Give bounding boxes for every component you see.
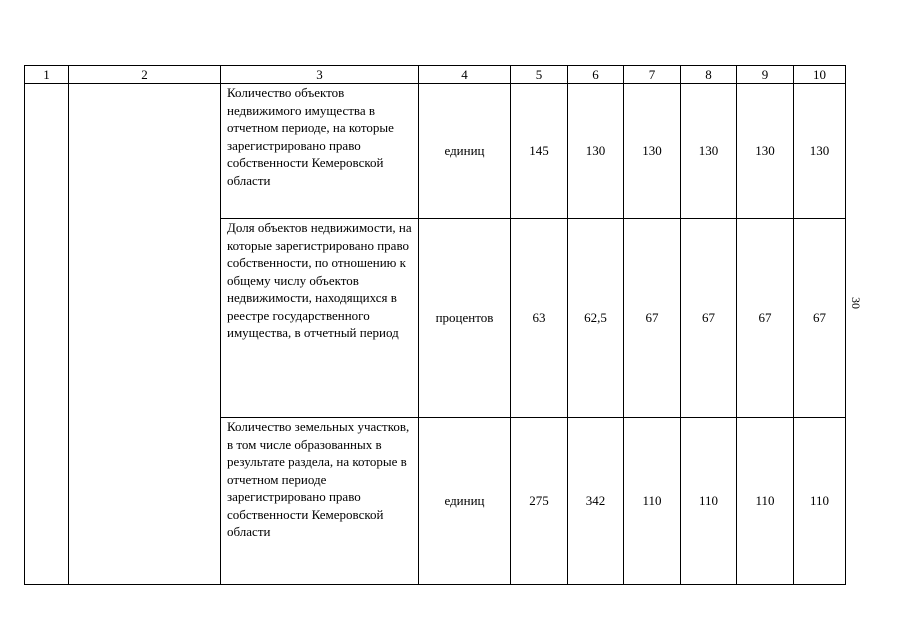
value-cell: 62,5: [568, 219, 624, 418]
table-header-row: [25, 66, 846, 84]
value-cell: 67: [737, 219, 794, 418]
table-row: [25, 84, 846, 219]
indicator-cell: Количество земельных участков, в том числе образованных в результате раздела, на которые в отчетном периоде зарегистрировано право собственности Кемеровской области: [221, 418, 419, 585]
page-number: 30: [849, 297, 863, 309]
column-number-5: 5: [511, 66, 568, 84]
value-cell: 130: [681, 84, 737, 219]
column-number-6: 6: [568, 66, 624, 84]
column-number-3: 3: [221, 66, 419, 84]
value-cell: 67: [681, 219, 737, 418]
column-number-4: 4: [419, 66, 511, 84]
indicators-table: [24, 65, 846, 585]
value-cell: 342: [568, 418, 624, 585]
value-cell: 63: [511, 219, 568, 418]
value-cell: 110: [794, 418, 846, 585]
value-cell: 110: [624, 418, 681, 585]
column-number-9: 9: [737, 66, 794, 84]
unit-cell: единиц: [419, 418, 511, 585]
value-cell: 67: [794, 219, 846, 418]
indicator-cell: Количество объектов недвижимого имущества в отчетном периоде, на которые зарегистрировано право собственности Кемеровской области: [221, 84, 419, 219]
unit-cell: процентов: [419, 219, 511, 418]
unit-cell: единиц: [419, 84, 511, 219]
value-cell: 67: [624, 219, 681, 418]
column-number-8: 8: [681, 66, 737, 84]
value-cell: 275: [511, 418, 568, 585]
indicator-cell: Доля объектов недвижимости, на которые зарегистрировано право собственности, по отношению к общему числу объектов недвижимости, находящихся в реестре государственного имущества, в отчетный период: [221, 219, 419, 418]
value-cell: 110: [737, 418, 794, 585]
column-number-10: 10: [794, 66, 846, 84]
empty-cell-col1: [25, 84, 69, 585]
column-number-7: 7: [624, 66, 681, 84]
value-cell: 130: [794, 84, 846, 219]
value-cell: 130: [737, 84, 794, 219]
value-cell: 130: [568, 84, 624, 219]
value-cell: 130: [624, 84, 681, 219]
column-number-2: 2: [69, 66, 221, 84]
value-cell: 145: [511, 84, 568, 219]
empty-cell-col2: [69, 84, 221, 585]
value-cell: 110: [681, 418, 737, 585]
column-number-1: 1: [25, 66, 69, 84]
